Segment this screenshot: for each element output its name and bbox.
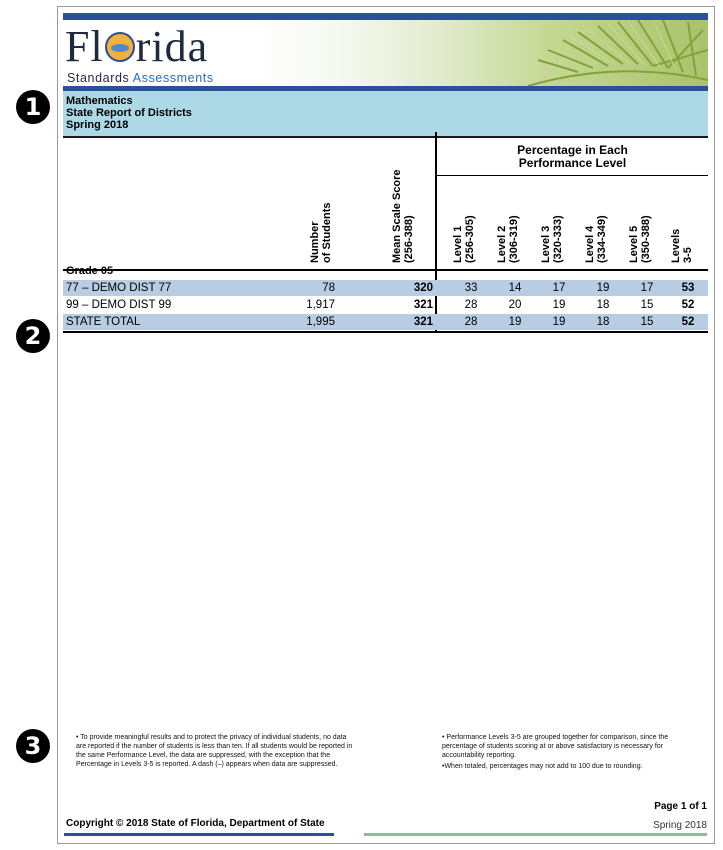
col-header-level-4: Level 4 (334-349) [584,215,608,263]
col-header-level-2: Level 2 (306-319) [496,215,520,263]
table-header [63,138,708,271]
footer-date: Spring 2018 [653,820,707,831]
sun-globe-icon [105,32,135,62]
florida-logo-wordmark: Fl rida [65,22,209,71]
table-row: 99 – DEMO DIST 99 1,917 321 28 20 19 18 15 52 [66,299,695,311]
col-header-level-3: Level 3 (320-333) [540,215,564,263]
footer-line-left [64,833,334,836]
palm-frond-icon [468,20,708,86]
report-title-box [63,91,708,138]
perf-group-header: Percentage in Each Performance Level [517,143,628,170]
col-header-level-5: Level 5 (350-388) [628,215,652,263]
report-title: State Report of Districts [66,107,192,119]
banner-top-bar [63,13,708,20]
table-bottom-rule [63,331,708,333]
col-header-students: Number of Students [309,202,333,263]
footnote-left: • To provide meaningful results and to protect the privacy of individual students, no data are reported if the number of students is less than ten. If all students would be reported in the same Performance Level, the data are suppressed, with the exception that the Percentage in Levels 3-5 is reported. A dash (–) appears when data are suppressed. [76,734,353,768]
fsa-banner [63,20,708,86]
footer-line-right [364,833,707,836]
table-row-total: STATE TOTAL 1,995 321 28 19 19 18 15 52 [63,314,708,330]
col-header-level-1: Level 1 (256-305) [452,215,476,263]
marker-2: 2 [16,319,50,353]
marker-3: 3 [16,729,50,763]
grade-label: Grade 05 [66,265,114,277]
page-number: Page 1 of 1 [654,801,707,812]
report-subject: Mathematics [66,95,133,107]
col-header-levels-3-5: Levels 3-5 [670,228,694,263]
table-row: 77 – DEMO DIST 77 78 320 33 14 17 19 17 53 [63,280,708,296]
report-term: Spring 2018 [66,119,129,131]
copyright: Copyright © 2018 State of Florida, Department of State [66,818,325,829]
col-header-mean: Mean Scale Score (256-388) [391,169,415,263]
logo-subtitle: Standards Assessments [67,71,214,85]
report-page [57,6,715,844]
marker-1: 1 [16,90,50,124]
footnote-right-2: •When totaled, percentages may not add to 100 due to rounding. [442,763,643,770]
footnote-right-1: • Performance Levels 3-5 are grouped together for comparison, since the percentage of students scoring at or above satisfactory is necessary for accountability reporting. [442,734,669,759]
